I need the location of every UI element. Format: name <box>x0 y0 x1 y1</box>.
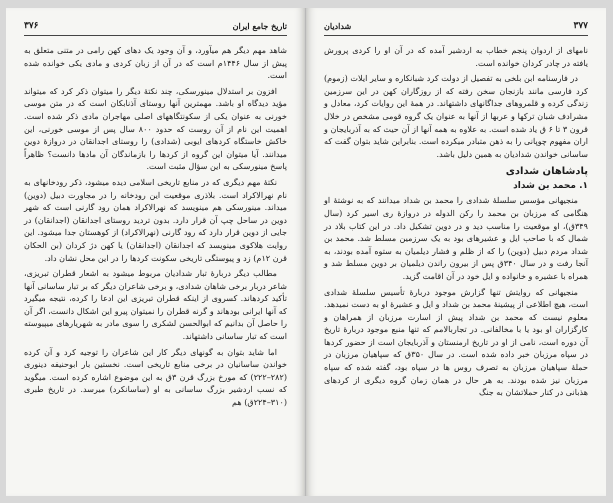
left-paragraph-1: شاهد مهم دیگر هم میآورد، و آن وجود یک دهای کهن رامی در متنی متعلق به پیش از سال ۱۴۴۶م است که در آن از زبان کردی و مادی یکی خوانده شده است. <box>24 45 287 81</box>
left-running-head: تاریخ جامع ایران <box>232 21 287 31</box>
left-page-header <box>24 20 287 36</box>
right-page <box>306 8 606 496</box>
left-paragraph-5: اما شاید بتوان به گونهای دیگر کار این شاعران را توجیه کرد و آن کرده خواندن ساسانیان در برخی منابع تاریخی است. نخستین بار ابوحنیفه دینوری (۲۸۲–۲۲۲) که مورخ بزرگ قرن ۳ق به این موضوع اشاره کرده است. میگوید که نسب اردشیر بزرگ ساسانی به او (ساسانکرد) میرسد. در تاریخ طبری (۳۱۰–۲۲۴ق) هم <box>24 346 288 408</box>
left-paragraph-3: نکتهٔ مهم دیگری که در منابع تاریخی اسلامی دیده میشود، ذکر رودخانهای به نام نهرالاکراد است. بلاذری موقعیت این رودخانه را در مجاورت دبیل (دوین) میداند. مینورسکی هم مینویسد که نهرالاکراد همان رود گارنی است که شهر دوین در ساحل چپ آن قرار دارد. بدون تردید روستای اجدانقان (اجدانقان) در جایی از دوین قرار دارد که رود گارنی (نهرالاکراد) از کوهستان جدا میشود. این روایت هلاکوی مینویسد که اجدانقان (اجدانقان) یا کهن دژ کردان (بن الحکان قرن ۱۲م) زد و پیوستگی تاریخی سکونت کردها را در این محل نشان داد. <box>24 176 287 263</box>
right-running-head: شدادیان <box>324 21 352 31</box>
left-page-number: ۳۷۶ <box>24 21 39 31</box>
book-spread <box>6 8 607 496</box>
right-page-number: ۳۷۷ <box>573 21 588 31</box>
right-paragraph-2: در فارسنامه ابن بلخی به تفصیل از دولت کرد شبانکاره و سایر ایلات (زموم) کرد فارسی مانند بازنجان سخن رفته که از روزگاران کهن در این سرزمین زندگی کرده و قلمروهای جداگانهای داشتهاند. در همهٔ این روایات کرد، معادل و مشرادف شبان ترکها و عربها از آنها به عنوان یک گروه قومی مشخص در خلال قرون ۳ تا ۶ ق یاد شده است. به علاوه به همه آنها از آن حیث که به آذربایجان و اران مفهوم چوپانی را به ذهن متبادر میکرده است. بنابراین شاید بتوان گفت که ساسانی خواندن شدادیان به همین دلیل باشد. <box>324 73 588 159</box>
right-page-header <box>324 20 588 36</box>
section-title: پادشاهان شدادی <box>505 166 588 178</box>
left-paragraph-2: افزون بر استدلال مینورسکی، چند نکتهٔ دیگر را میتوان ذکر کرد که میتواند مؤید دیدگاه او باشد. مهمترین آنها روستای آذنابکان است که در متن موسی خورنی به عنوان یکی از سکونتگاههای اصلی مهاجران مادی ذکر شده است. اهمیت این نام از آن روست که حدود ۸۰۰ سال پس از موسی خورنی، این خاکش خاستگاه کردهای ایوبی (شدادی) را روستای اجدانقان در دروازهٔ دوین میدانند. آیا میتوان این گروه از کردها را بازماندگان آن مادها دانست؟ ظاهراً پاسخ مینورسکی به این سؤال مثبت است. <box>24 85 287 172</box>
left-paragraph-4: مطالب دیگر دربارهٔ تبار شدادیان مربوط میشود به اشعار قطران تبریزی، شاعر دربار برخی شاهان شدادی، و برخی شاعران دیگر که بر تبار ساسانی آنها تأکید کردهاند. کسروی از اینکه قطران تبریزی این ادعا را کرده، نتیجه میگیرد که آنها ایرانی بودهاند و گرنه قطران را نمیتوان پیرو این اشکال دانست، اگر آن را حاصل آن بدانیم که ابوالحسن لشکری را سوی مادر به شهریارهای میپیوسته است که تبار ساسانی داشتهاند. <box>24 268 287 342</box>
right-paragraph-1: نامهای از اردوان پنجم خطاب به اردشیر آمده که در آن او را کردی پرورش یافته در چادر کردان خوانده است. <box>324 45 588 68</box>
left-page <box>6 8 306 496</box>
section-subtitle: ۱. محمد بن شداد <box>513 181 588 192</box>
right-paragraph-3: منجیهانی مؤسس سلسلهٔ شدادی را محمد بن شداد میدانند که به نوشتهٔ او هنگامی که مرزبان بن محمد را رکن الدوله در دروازهٔ ری اسیر کرد (سال ۳۴۹ق)، او موقعیت را مناسب دید و در دوین تشکیل داد. در این کتاب بلاد در شمال که با صاحب ایل و عشیرهای بود به یک سرزمین مسلط شد. محمد بن شداد مردم دبیل (دوین) را که از ظلم و فشار دیلمیان به ستوه آمده بودند، به آنجا رفت و در سال ۳۴۰ق پس از بیرون راندن دیلمیان بر دوین مسلط شد و همراه با عشیره و خانواده و ایل خود در آن اقامت گزید. <box>324 195 588 281</box>
right-paragraph-4: منجیهانی که روایتش تنها گزارش موجود دربارهٔ تأسیس سلسلهٔ شدادی است، هیچ اطلاعی از پیشینهٔ محمد بن شداد و ایل و عشیرهٔ او به دست نمیدهد. معلوم نیست که محمد بن شداد پیش از اسارت مرزبان از همراهان و کارگزاران او بود یا با مخالفانی. در تجاربالامم که تنها منبع موجود دربارهٔ تاریخ آن دوره است، نامی از او در تاریخ ارمنستان و آذربایجان است از حضور کردها در سپاه مرزبان خبر داده شده است. در سال ۳۵۰ق که سپاهیان مرزبان در حملهٔ سپاهیان مرزبان به تصرف روس ها در سپاه بود، گفته شده که سپاه مرزبان نیز شده بودند. به هر حال در همان زمان گروه دیگری از کردهای هذبانی در کنار حملاتشان به جنگ <box>324 286 588 398</box>
